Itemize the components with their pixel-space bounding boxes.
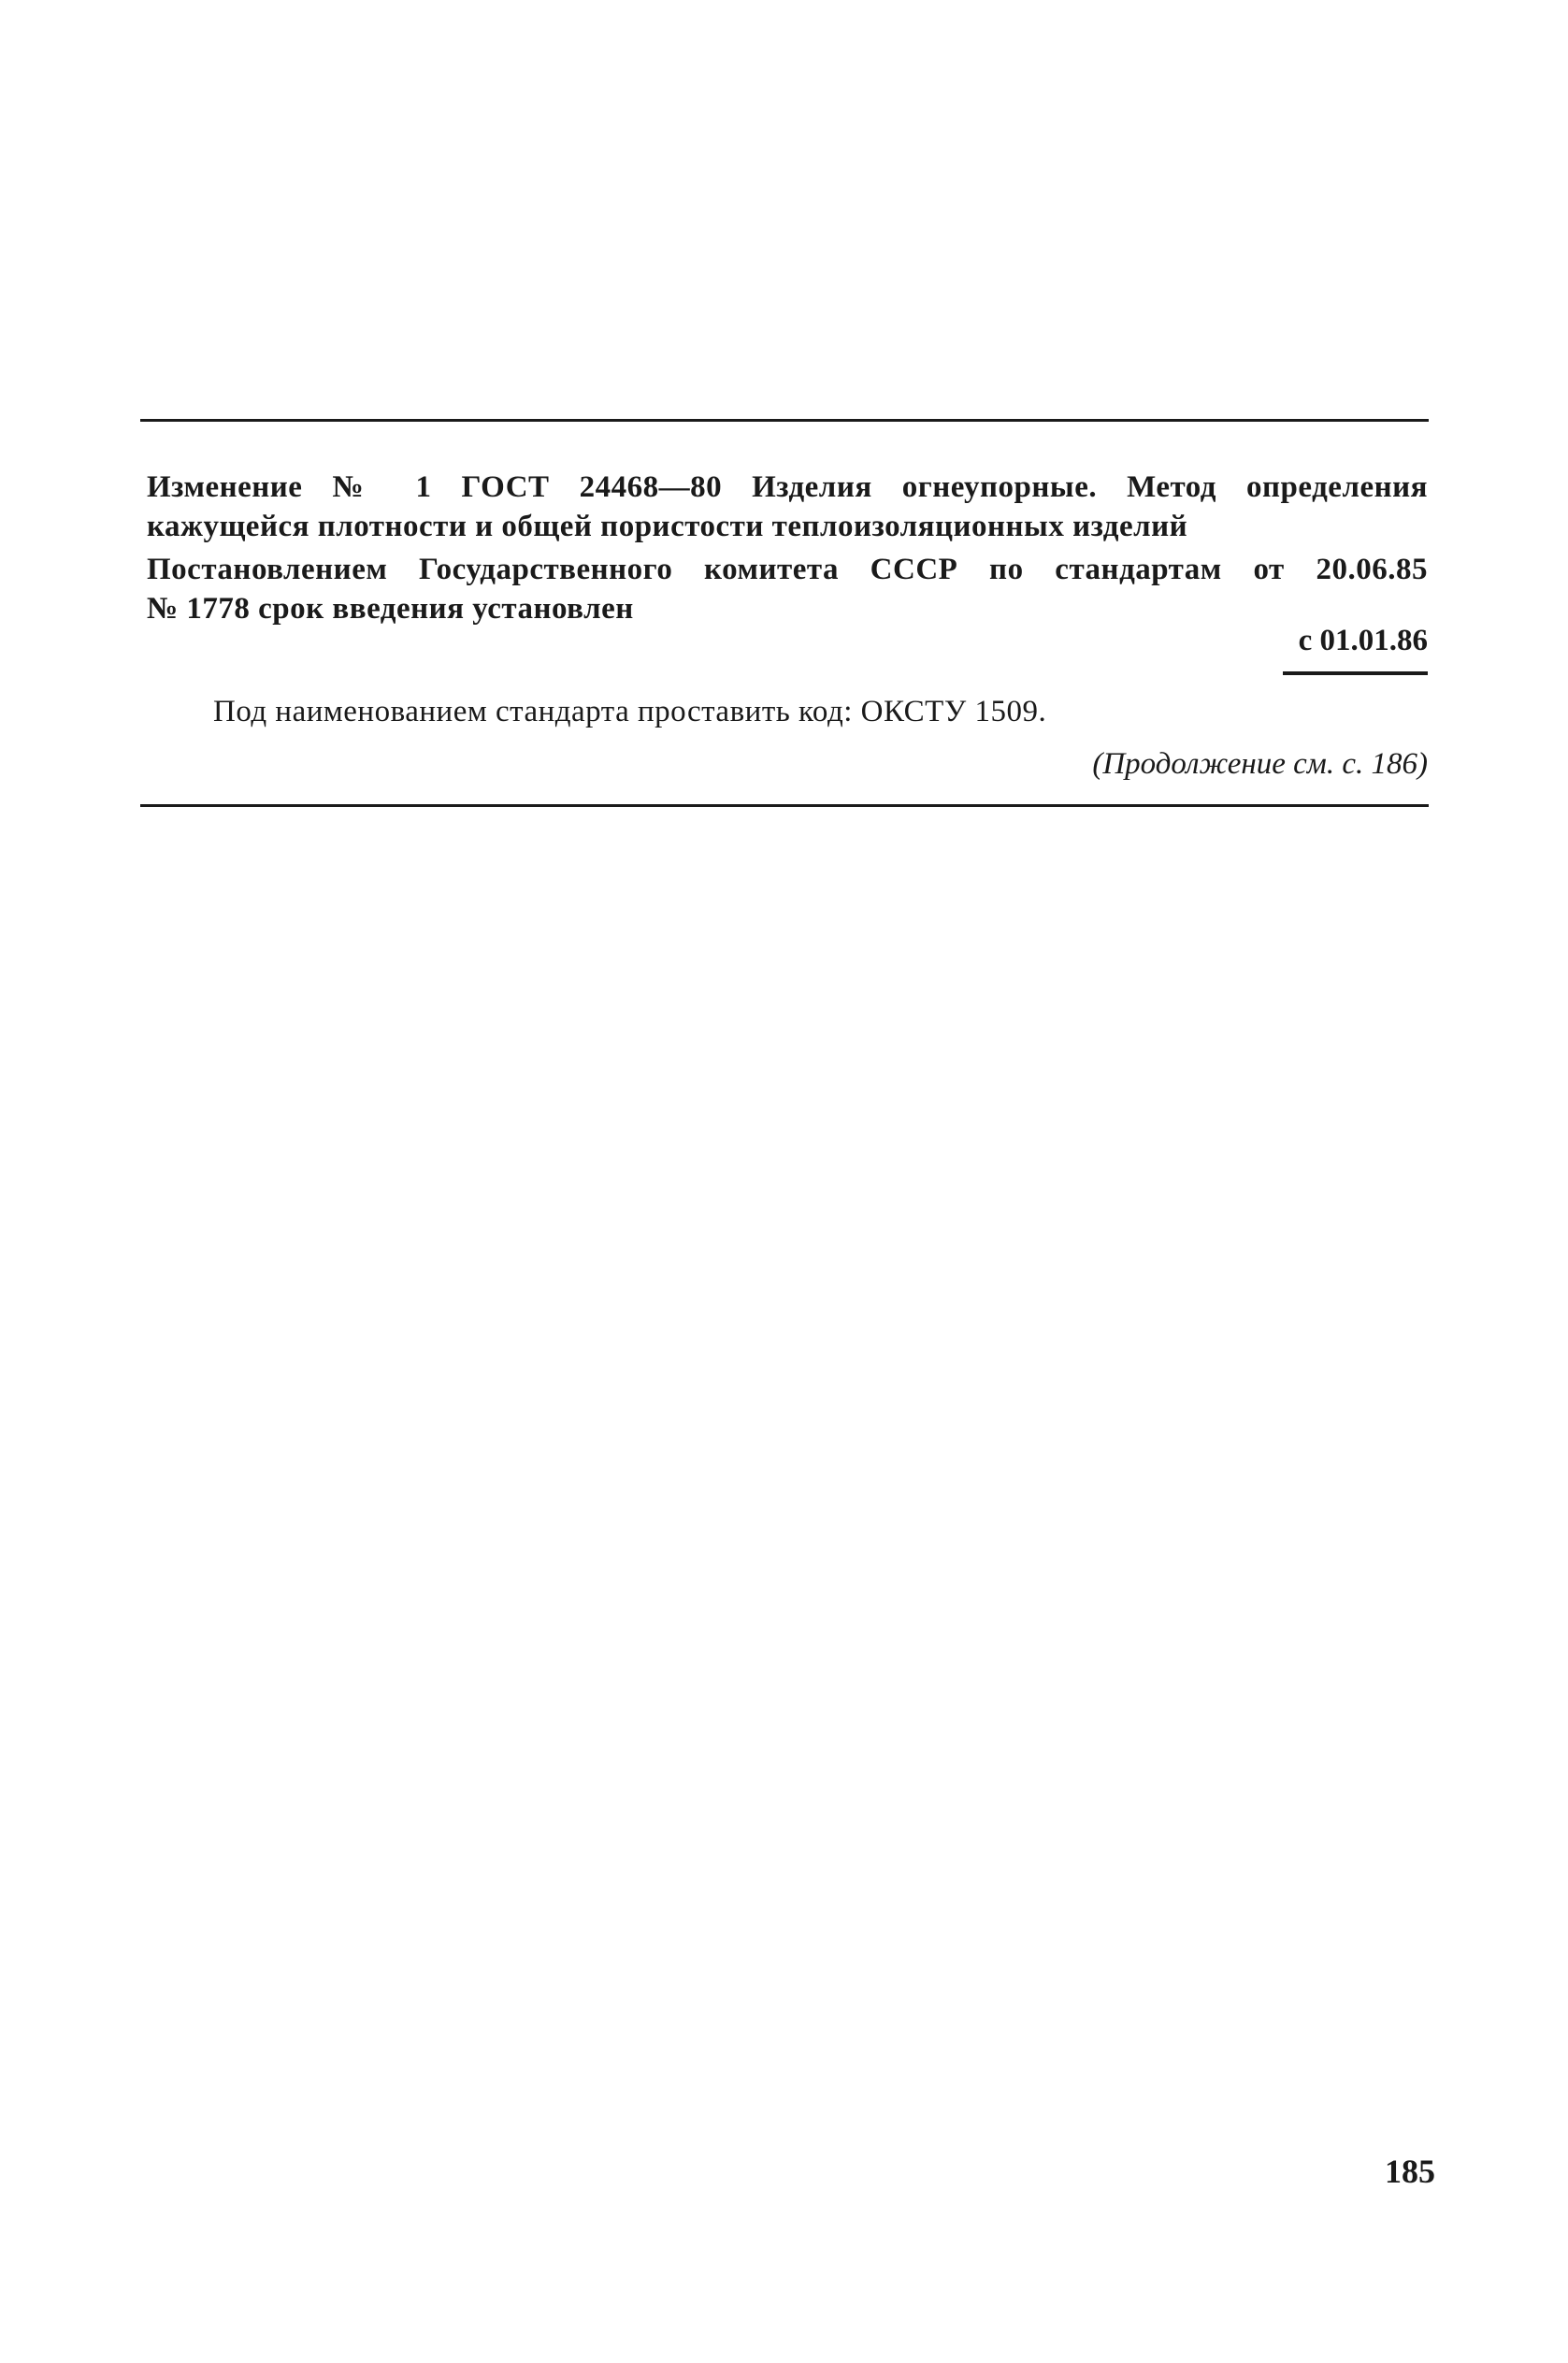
continuation-note: (Продолжение см. с. 186) <box>1092 747 1428 781</box>
amendment-title-line-2: кажущейся плотности и общей пористости теплоизоляционных изделий <box>147 510 1188 543</box>
page-number: 185 <box>1385 2153 1435 2190</box>
decree-line-2: № 1778 срок введения установлен <box>147 592 634 626</box>
amendment-title-line-1: Изменение № 1 ГОСТ 24468—80 Изделия огнеупорные. Метод определения <box>147 470 1428 504</box>
decree-line-1: Постановлением Государственного комитета СССР по стандартам от 20.06.85 <box>147 553 1428 586</box>
instruction-text: Под наименованием стандарта проставить код: ОКСТУ 1509. <box>213 695 1047 728</box>
decree-statement <box>147 550 1428 628</box>
effective-date: с 01.01.86 <box>1298 624 1428 657</box>
top-divider <box>140 419 1429 422</box>
effective-date-underline <box>1283 671 1428 675</box>
amendment-title <box>147 468 1428 546</box>
bottom-divider <box>140 804 1429 807</box>
